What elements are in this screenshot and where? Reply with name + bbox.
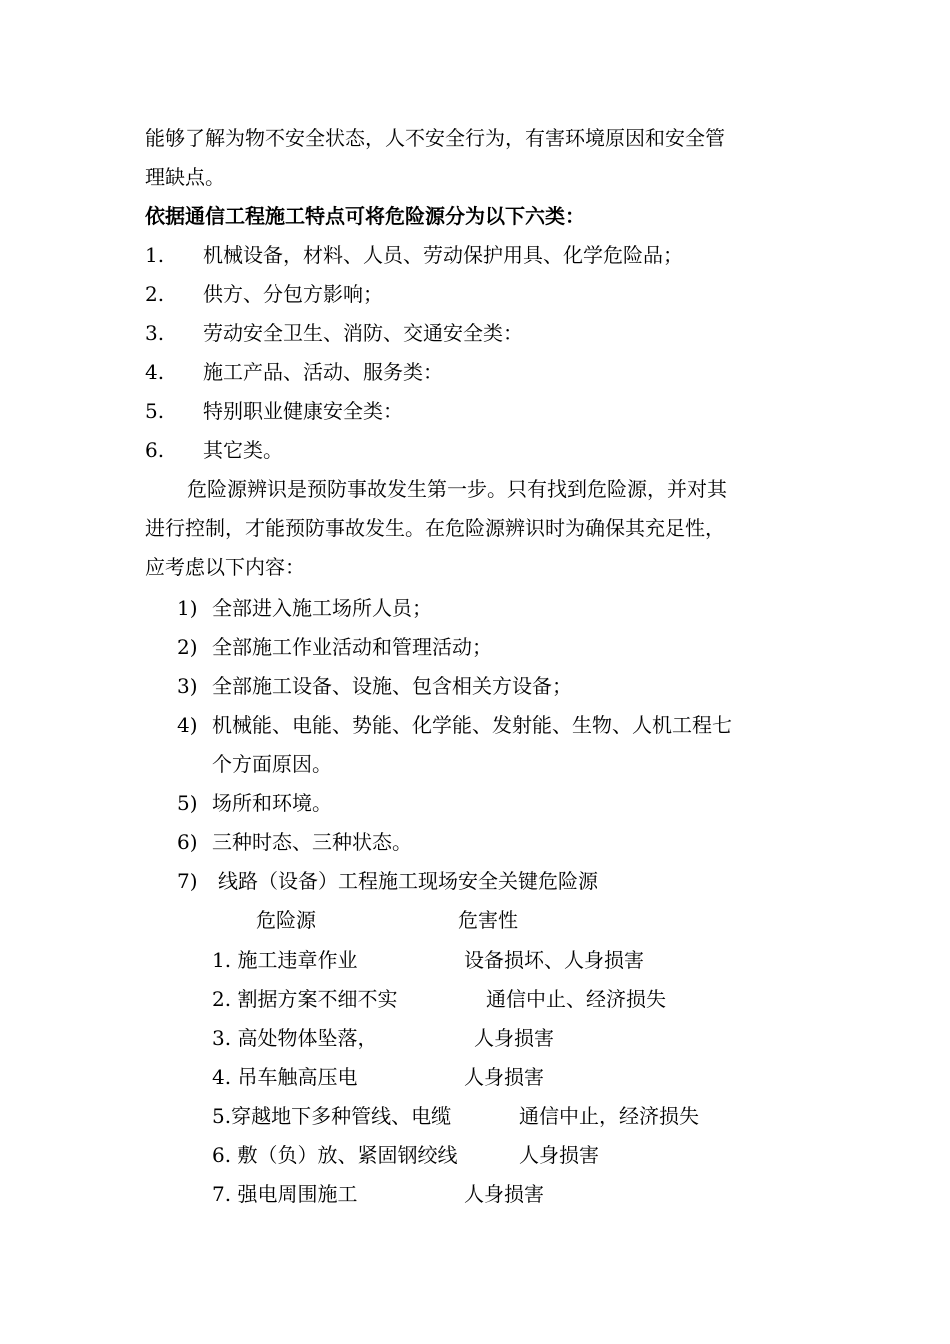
- list-item-text: 全部进入施工场所人员；: [212, 596, 432, 620]
- table-header-harm: 危害性: [458, 908, 518, 932]
- table-header-source: 危险源: [256, 908, 316, 932]
- list-item-text: 全部施工设备、设施、包含相关方设备；: [212, 674, 572, 698]
- list-item-text: 施工产品、活动、服务类：: [203, 360, 443, 384]
- list-item-text: 其它类。: [203, 438, 283, 462]
- list-item-number: 5): [177, 791, 198, 815]
- list-item-number: 5.: [145, 399, 165, 423]
- list-item-text: 线路（设备）工程施工现场安全关键危险源: [218, 869, 598, 893]
- list-item-text: 机械设备，材料、人员、劳动保护用具、化学危险品；: [203, 243, 683, 267]
- list-item-text: 机械能、电能、势能、化学能、发射能、生物、人机工程七: [212, 713, 732, 737]
- list-item-number: 6): [177, 830, 198, 854]
- list-item-text: 三种时态、三种状态。: [212, 830, 412, 854]
- list-item-number: 1): [177, 596, 198, 620]
- table-cell-harm: 通信中止、经济损失: [486, 987, 666, 1011]
- paragraph-line-3: 应考虑以下内容：: [145, 555, 305, 579]
- list-item-text: 供方、分包方影响；: [203, 282, 383, 306]
- list-item-number: 2): [177, 635, 198, 659]
- list-item-number: 2.: [145, 282, 165, 306]
- table-cell-harm: 人身损害: [474, 1026, 554, 1050]
- list-item-number: 3.: [145, 321, 165, 345]
- table-cell-source: 7. 强电周围施工: [212, 1182, 358, 1206]
- list-item-number: 4.: [145, 360, 165, 384]
- list-item-text: 劳动安全卫生、消防、交通安全类：: [203, 321, 523, 345]
- list-item-number: 7): [177, 869, 198, 893]
- list-item-text: 全部施工作业活动和管理活动；: [212, 635, 492, 659]
- table-cell-harm: 人身损害: [519, 1143, 599, 1167]
- list-item-text: 场所和环境。: [212, 791, 332, 815]
- table-cell-harm: 设备损坏、人身损害: [464, 948, 644, 972]
- table-cell-harm: 人身损害: [464, 1182, 544, 1206]
- list-item-text-continuation: 个方面原因。: [212, 752, 332, 776]
- intro-line-2: 理缺点。: [145, 165, 225, 189]
- paragraph-line-2: 进行控制，才能预防事故发生。在危险源辨识时为确保其充足性，: [145, 516, 725, 540]
- table-cell-source: 2. 割据方案不细不实: [212, 987, 398, 1011]
- table-cell-source: 3. 高处物体坠落，: [212, 1026, 378, 1050]
- list-item-number: 3): [177, 674, 198, 698]
- paragraph-line-1: 危险源辨识是预防事故发生第一步。只有找到危险源，并对其: [187, 477, 727, 501]
- table-cell-source: 4. 吊车触高压电: [212, 1065, 358, 1089]
- list-item-text: 特别职业健康安全类：: [203, 399, 403, 423]
- intro-line-1: 能够了解为物不安全状态，人不安全行为，有害环境原因和安全管: [145, 126, 725, 150]
- list-item-number: 1.: [145, 243, 165, 267]
- table-cell-source: 1. 施工违章作业: [212, 948, 358, 972]
- table-cell-harm: 人身损害: [464, 1065, 544, 1089]
- section-heading: 依据通信工程施工特点可将危险源分为以下六类：: [145, 204, 585, 228]
- table-cell-harm: 通信中止，经济损失: [519, 1104, 699, 1128]
- list-item-number: 4): [177, 713, 198, 737]
- table-cell-source: 5.穿越地下多种管线、电缆: [212, 1104, 452, 1128]
- table-cell-source: 6. 敷（负）放、紧固钢绞线: [212, 1143, 458, 1167]
- list-item-number: 6.: [145, 438, 165, 462]
